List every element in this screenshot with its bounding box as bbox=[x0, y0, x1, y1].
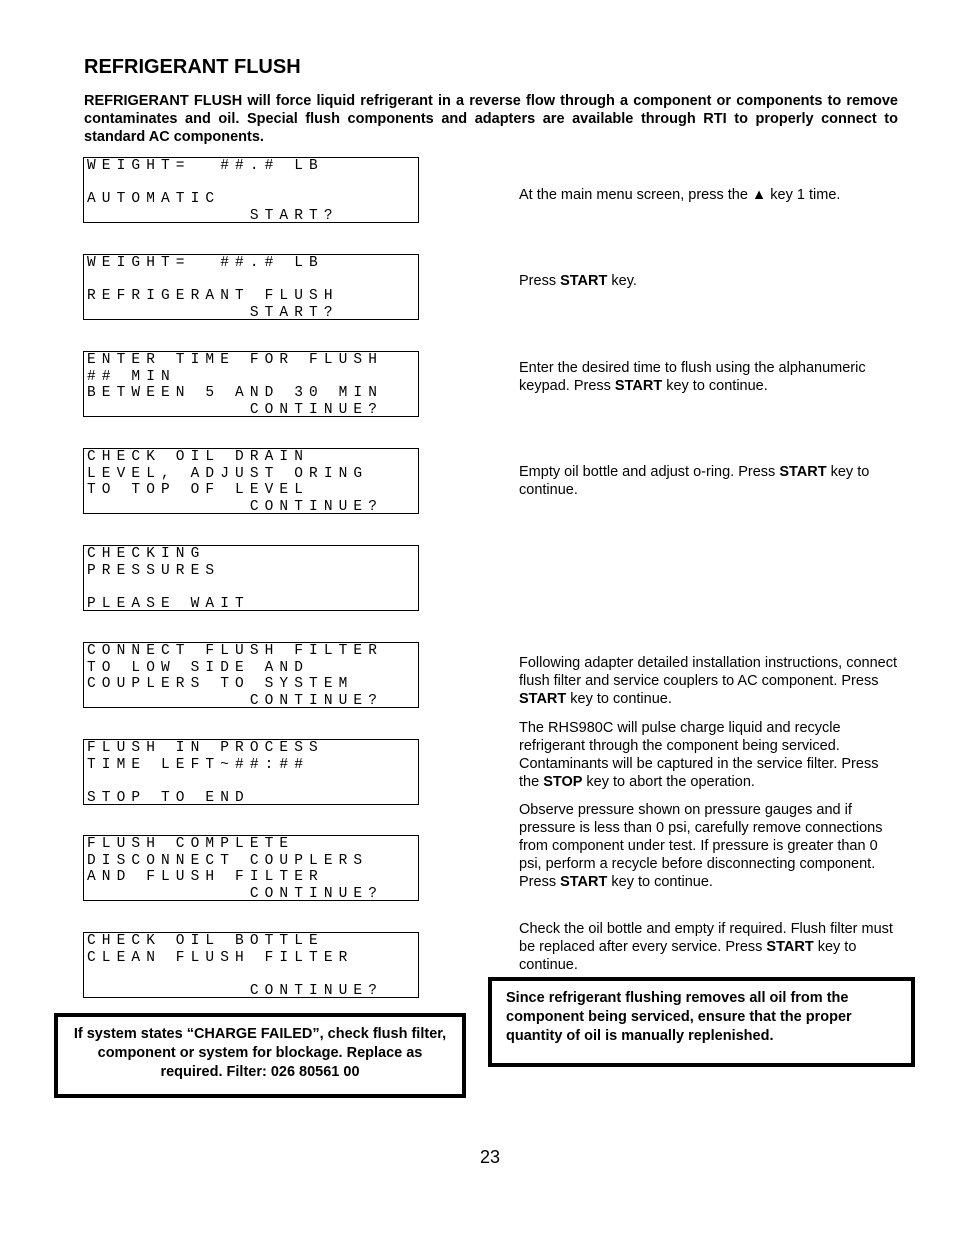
lcd-line: TO LOW SIDE AND bbox=[87, 659, 310, 676]
lcd-screen-automatic bbox=[83, 157, 419, 223]
instruction-step-8: Check the oil bottle and empty if required. Flush filter must be replaced after every service. Press START key to continue. bbox=[519, 921, 893, 973]
lcd-line: PLEASE WAIT bbox=[87, 595, 250, 611]
lcd-line: TIME LEFT~##:## bbox=[87, 756, 310, 773]
oil-replenish-warning: Since refrigerant flushing removes all oil from the component being serviced, ensure that the proper quantity of oil is manually replenished. bbox=[488, 977, 915, 1067]
page-title: REFRIGERANT FLUSH bbox=[84, 56, 301, 78]
lcd-screen-check-oil-bottle bbox=[83, 932, 419, 998]
lcd-line: LEVEL, ADJUST ORING bbox=[87, 465, 369, 482]
lcd-line: FLUSH IN PROCESS bbox=[87, 740, 324, 756]
lcd-line: TO TOP OF LEVEL bbox=[87, 482, 310, 498]
lcd-screen-connect-flush-filter bbox=[83, 642, 419, 708]
lcd-line: WEIGHT= ##.# LB bbox=[87, 158, 324, 174]
lcd-line: PRESSURES bbox=[87, 562, 221, 579]
lcd-line: CLEAN FLUSH FILTER bbox=[87, 949, 354, 966]
lcd-screen-check-oil-drain bbox=[83, 448, 419, 514]
lcd-line: DISCONNECT COUPLERS bbox=[87, 852, 369, 869]
instruction-step-7: Observe pressure shown on pressure gauges and if pressure is less than 0 psi, carefully remove connections from component under test. If pressure is greater than 0 psi, perform a recycle before disconnecting component. Press START key to continue. bbox=[519, 802, 883, 890]
lcd-line: ENTER TIME FOR FLUSH bbox=[87, 352, 384, 368]
lcd-line: CONTINUE? bbox=[87, 885, 384, 901]
lcd-line: CONTINUE? bbox=[87, 692, 384, 708]
lcd-line bbox=[87, 175, 418, 192]
lcd-line: AUTOMATIC bbox=[87, 191, 221, 207]
lcd-line: COUPLERS TO SYSTEM bbox=[87, 676, 354, 692]
lcd-screen-flush-complete bbox=[83, 835, 419, 901]
lcd-line: WEIGHT= ##.# LB bbox=[87, 255, 324, 271]
instruction-step-5: Following adapter detailed installation instructions, connect flush filter and service couplers to AC component. Press START key to continue. bbox=[519, 655, 898, 707]
lcd-line: CHECKING bbox=[87, 546, 206, 562]
lcd-screen-flush-in-process bbox=[83, 739, 419, 805]
lcd-line bbox=[87, 966, 418, 983]
lcd-line: START? bbox=[87, 304, 339, 320]
lcd-screen-checking-pressures bbox=[83, 545, 419, 611]
instruction-step-3: Enter the desired time to flush using the alphanumeric keypad. Press START key to continue. bbox=[519, 360, 866, 394]
instruction-step-2: Press START key. bbox=[519, 273, 637, 289]
instruction-step-4: Empty oil bottle and adjust o-ring. Press START key to continue. bbox=[519, 464, 870, 498]
lcd-screen-enter-time bbox=[83, 351, 419, 417]
lcd-line: CHECK OIL DRAIN bbox=[87, 449, 310, 465]
lcd-line: CHECK OIL BOTTLE bbox=[87, 933, 324, 949]
instruction-step-1: At the main menu screen, press the ▲ key 1 time. bbox=[519, 187, 841, 203]
lcd-line: CONTINUE? bbox=[87, 401, 384, 417]
lcd-line: START? bbox=[87, 207, 339, 223]
charge-failed-warning: If system states “CHARGE FAILED”, check flush filter, component or system for blockage. Replace as required. Filter: 026 80561 00 bbox=[54, 1013, 466, 1098]
lcd-line bbox=[87, 579, 418, 596]
instruction-step-6: The RHS980C will pulse charge liquid and recycle refrigerant through the component being serviced. Contaminants will be captured in the service filter. Press the STOP key to abort the operation. bbox=[519, 720, 879, 790]
lcd-line: CONNECT FLUSH FILTER bbox=[87, 643, 384, 659]
lcd-line bbox=[87, 773, 418, 790]
lcd-line: CONTINUE? bbox=[87, 498, 384, 514]
lcd-line: STOP TO END bbox=[87, 789, 250, 805]
lcd-line: BETWEEN 5 AND 30 MIN bbox=[87, 385, 384, 401]
lcd-line: FLUSH COMPLETE bbox=[87, 836, 295, 852]
lcd-line: CONTINUE? bbox=[87, 982, 384, 998]
lcd-screen-refrigerant-flush bbox=[83, 254, 419, 320]
lcd-line: REFRIGERANT FLUSH bbox=[87, 288, 339, 304]
page-number: 23 bbox=[479, 1147, 501, 1167]
intro-paragraph: REFRIGERANT FLUSH will force liquid refrigerant in a reverse flow through a component or components to remove contaminates and oil. Special flush components and adapters are available through RTI to properly connect to standard AC components. bbox=[84, 93, 898, 145]
lcd-line bbox=[87, 272, 418, 289]
lcd-line: ## MIN bbox=[87, 368, 176, 385]
lcd-line: AND FLUSH FILTER bbox=[87, 869, 324, 885]
